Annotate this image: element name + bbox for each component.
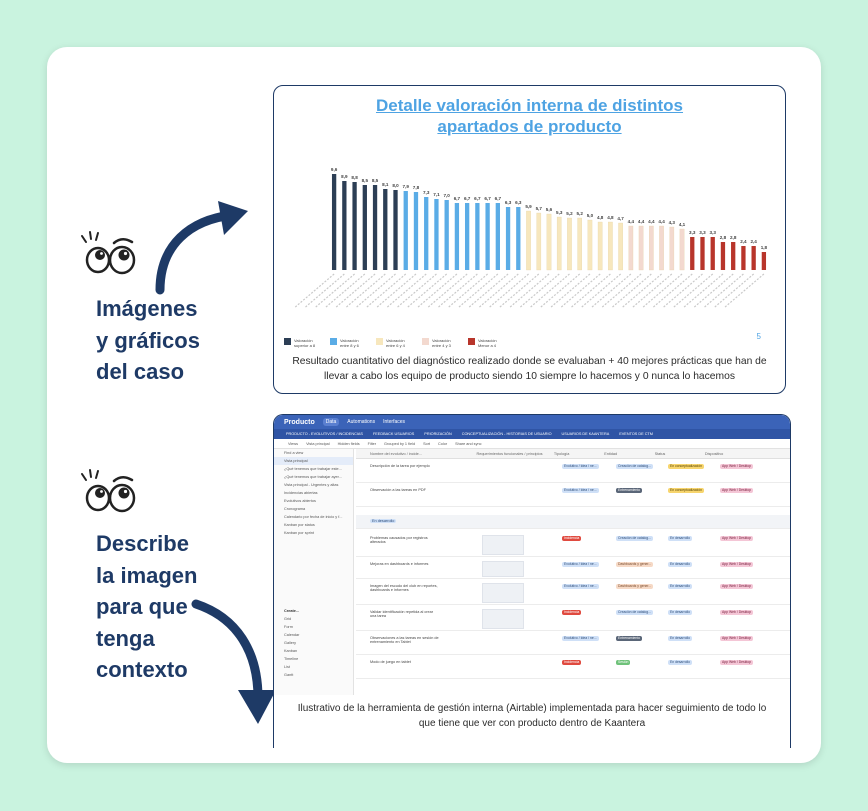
field-tag: App Web / Desktop <box>722 636 752 640</box>
bar <box>700 237 704 270</box>
column-header[interactable]: Status <box>654 451 666 456</box>
legend-label: Valoración Menor a 4 <box>478 338 497 348</box>
sort-button[interactable]: Sort <box>423 441 431 446</box>
category-label-placeholder <box>519 274 559 308</box>
record-name: Imagen del escudo del club en reportes, dashboards e informes <box>370 584 438 592</box>
legend-item <box>422 338 454 348</box>
bar-value-label: 5,9 <box>525 204 532 209</box>
category-label-placeholder <box>601 274 641 308</box>
legend-item <box>284 338 316 348</box>
category-label-placeholder <box>622 274 662 308</box>
bar <box>404 191 408 270</box>
bar <box>567 218 571 270</box>
field-tag: Creación de catalog... <box>618 536 651 540</box>
views-sidebar <box>274 449 354 695</box>
create-view-item[interactable]: Form <box>284 625 293 629</box>
category-label-placeholder <box>335 274 375 308</box>
legend-swatch <box>422 338 429 345</box>
bar-value-label: 6,7 <box>494 196 502 201</box>
category-label-placeholder <box>581 274 621 308</box>
field-tag: Dashboards y gener... <box>618 562 652 566</box>
category-label-placeholder <box>437 274 477 308</box>
category-label-placeholder <box>366 274 406 308</box>
images-label: Imágenes y gráficos del caso <box>96 296 200 384</box>
category-label-placeholder <box>662 274 702 308</box>
bar-value-label: 4,3 <box>668 220 675 225</box>
column-header[interactable]: Dispositivo <box>704 451 724 456</box>
bar-value-label: 6,3 <box>504 200 512 205</box>
field-tag: Evolutivo / Idea / ne... <box>564 464 597 468</box>
tab-automations[interactable]: Automations <box>347 419 376 425</box>
table-tab[interactable]: USUARIOS DE KAANTERA <box>561 432 610 436</box>
record-name: Problemas causados por registros alterados <box>370 536 428 544</box>
field-tag: Dashboards y gener... <box>618 584 652 588</box>
bar <box>659 226 663 270</box>
legend-swatch <box>376 338 383 345</box>
table-tab[interactable]: CONCEPTUALIZACIÓN - HISTORIAS DE USUARIO <box>461 432 552 436</box>
share-button[interactable]: Share and sync <box>455 441 482 446</box>
table-row[interactable] <box>356 559 791 579</box>
bar <box>496 203 500 270</box>
cartoon-eyes-icon <box>78 468 140 514</box>
bar <box>383 189 387 270</box>
field-tag: Evolutivo / Idea / ne... <box>564 636 597 640</box>
bar-value-label: 1,8 <box>760 245 768 250</box>
bar <box>629 226 633 270</box>
bar-value-label: 4,4 <box>627 219 635 224</box>
filter-button[interactable]: Filter <box>367 441 377 446</box>
chart-title: Detalle valoración interna de distintos apartados de producto <box>375 96 684 136</box>
records-grid <box>356 449 791 695</box>
bar <box>711 237 715 270</box>
create-view-item[interactable]: Gantt <box>284 673 294 677</box>
grid-header <box>356 449 791 459</box>
chart-caption: Resultado cuantitativo del diagnóstico realizado donde se evaluaban + 40 mejores prácticas que han de llevar a cabo los equipo de producto siendo 10 siempre lo hacemos y 0 nunca lo hacemos <box>292 356 767 382</box>
category-label-placeholder <box>550 274 590 308</box>
column-header[interactable]: Tipología <box>553 451 570 456</box>
sidebar-view-item[interactable]: Cronograma <box>284 507 306 511</box>
bar <box>731 242 735 270</box>
attachment-thumbnail[interactable] <box>482 535 524 555</box>
bar <box>434 199 438 270</box>
find-view-input[interactable]: Find a view <box>284 451 304 455</box>
column-header[interactable]: Nombre del evolutivo / incide... <box>370 451 422 456</box>
table-tab[interactable]: FEEDBACK USUARIOS <box>372 432 415 436</box>
field-tag: En desarrollo <box>670 536 690 540</box>
bar <box>465 203 469 270</box>
record-name: Descripción de la tarea por ejemplo <box>370 464 430 468</box>
category-label-placeholder <box>294 274 334 308</box>
view-name[interactable]: Vista principal <box>306 441 330 446</box>
bar-value-label: 5,2 <box>576 211 583 216</box>
legend-item <box>330 338 362 348</box>
category-label-placeholder <box>489 274 529 308</box>
bar-value-label: 8,0 <box>392 183 399 188</box>
bar-value-label: 8,9 <box>341 174 348 179</box>
bar-value-label: 7,3 <box>423 190 430 195</box>
bar <box>332 174 336 270</box>
bar <box>588 220 592 270</box>
bar <box>762 252 766 270</box>
record-name: Observación a las tareas en PDF <box>370 488 426 492</box>
bar <box>578 218 582 270</box>
create-view-item[interactable]: Gallery <box>284 641 297 645</box>
category-label-placeholder <box>683 274 723 308</box>
field-tag: En conceptualización <box>670 464 703 468</box>
bar <box>557 217 561 270</box>
views-button[interactable]: Views <box>288 441 299 446</box>
app-logo: Producto <box>284 418 315 426</box>
table-row[interactable] <box>356 461 791 483</box>
bar <box>547 214 551 270</box>
bar-value-label: 6,7 <box>463 196 471 201</box>
category-label-placeholder <box>560 274 600 308</box>
airtable-panel <box>273 414 791 748</box>
create-view-item[interactable]: Grid <box>284 617 292 621</box>
category-label-placeholder <box>591 274 631 308</box>
curved-arrow-down-icon <box>188 598 278 728</box>
bar <box>373 185 377 270</box>
category-label-placeholder <box>570 274 610 308</box>
table-row[interactable] <box>356 533 791 557</box>
legend-item <box>468 338 500 348</box>
group-label: En desarrollo <box>372 519 395 523</box>
legend-swatch <box>468 338 475 345</box>
hidden-fields-button[interactable]: Hidden fields <box>337 441 360 446</box>
chart-legend <box>284 338 500 348</box>
bar <box>639 226 643 270</box>
sidebar-view-item[interactable]: Vista principal - Urgentes y altas <box>284 483 339 487</box>
field-tag: App Web / Desktop <box>722 584 752 588</box>
category-label-placeholder <box>345 274 385 308</box>
category-label-placeholder <box>673 274 713 308</box>
category-label-placeholder <box>468 274 508 308</box>
create-view-item[interactable]: Calendar <box>284 633 300 637</box>
legend-label: Valoración entre 6 y 4 <box>386 338 405 348</box>
bar-value-label: 4,4 <box>658 219 665 224</box>
category-label-placeholder <box>386 274 426 308</box>
bar-value-label: 9,6 <box>330 167 338 172</box>
chart-panel <box>273 85 786 394</box>
bar-value-label: 2,8 <box>729 235 737 240</box>
field-tag: Evolutivo / Idea / ne... <box>564 488 597 492</box>
field-tag: Incidencia <box>564 610 580 614</box>
sidebar-view-item[interactable]: Evolutivos abiertos <box>284 499 316 503</box>
field-tag: App Web / Desktop <box>722 536 752 540</box>
bar-value-label: 8,5 <box>371 178 379 183</box>
legend-swatch <box>330 338 337 345</box>
bar-value-label: 3,3 <box>709 230 716 235</box>
bar <box>649 226 653 270</box>
bar-value-label: 4,8 <box>607 215 614 220</box>
category-label-placeholder <box>652 274 692 308</box>
field-tag: Incidencia <box>564 660 580 664</box>
bar <box>414 192 418 270</box>
field-tag: Sesión <box>618 660 629 664</box>
table-tab[interactable]: PRODUCTO - EVOLUTIVOS / INCIDENCIAS <box>286 432 363 436</box>
bar-value-label: 2,4 <box>750 239 757 244</box>
legend-label: Valoración superior a 8 <box>294 338 316 348</box>
field-tag: En desarrollo <box>670 660 690 664</box>
bar-value-label: 5,0 <box>586 213 594 218</box>
app-header <box>274 415 791 429</box>
sidebar-view-item[interactable]: Incidencias abiertas <box>284 491 318 495</box>
category-label-placeholder <box>458 274 498 308</box>
table-row[interactable] <box>356 581 791 605</box>
bar-value-label: 6,3 <box>515 200 522 205</box>
field-tag: App Web / Desktop <box>722 464 752 468</box>
bar <box>516 207 520 270</box>
curved-arrow-right-icon <box>150 195 250 295</box>
sidebar-view-item[interactable]: Kanban por sprint <box>284 531 314 535</box>
sidebar-view-item[interactable]: ¿Qué tenemos que trabajar este... <box>284 467 342 471</box>
category-label-placeholder <box>714 274 754 308</box>
create-view-item[interactable]: Timeline <box>284 657 299 661</box>
legend-label: Valoración entre 4 y 3 <box>432 338 451 348</box>
bar-value-label: 7,9 <box>402 184 409 189</box>
bar <box>506 207 510 270</box>
bar-value-label: 5,3 <box>556 210 563 215</box>
bar-value-label: 4,4 <box>637 219 645 224</box>
table-row[interactable] <box>356 607 791 631</box>
airtable-caption: Ilustrativo de la herramienta de gestión interna (Airtable) implementada para hacer seguimiento de todo lo que tiene que ver con producto dentro de Kaantera <box>297 703 767 729</box>
category-label-placeholder <box>724 274 764 308</box>
create-view-item[interactable]: List <box>284 665 290 669</box>
category-label-placeholder <box>529 274 569 308</box>
legend-label: Valoración entre 8 y 6 <box>340 338 359 348</box>
bar-value-label: 7,8 <box>412 185 420 190</box>
sidebar-view-item[interactable]: Vista principal <box>274 457 353 465</box>
group-header[interactable] <box>356 515 791 529</box>
sidebar-view-item[interactable]: Calendario por fecha de inicio y f... <box>284 515 343 519</box>
legend-item <box>376 338 408 348</box>
category-label-placeholder <box>356 274 396 308</box>
bar-value-label: 6,7 <box>474 196 481 201</box>
table-tabs <box>274 429 791 439</box>
record-name: Validar identificación repetida al crear una tarea <box>370 610 434 618</box>
category-label-placeholder <box>407 274 447 308</box>
table-row[interactable] <box>356 485 791 507</box>
bar-value-label: 4,1 <box>678 222 686 227</box>
bar <box>618 223 622 270</box>
sidebar-view-item[interactable]: Kanban por status <box>284 523 315 527</box>
category-label-placeholder <box>632 274 672 308</box>
bar <box>680 229 684 270</box>
bar-value-label: 7,1 <box>433 192 440 197</box>
field-tag: App Web / Desktop <box>722 562 752 566</box>
field-tag: Creación de catalog... <box>618 464 651 468</box>
category-label-placeholder <box>325 274 365 308</box>
bar-value-label: 6,7 <box>453 196 461 201</box>
bar-value-label: 2,8 <box>719 235 727 240</box>
describe-label: Describe la imagen para que tenga contexto <box>96 531 198 682</box>
field-tag: En desarrollo <box>670 584 690 588</box>
bar <box>598 222 602 270</box>
attachment-thumbnail[interactable] <box>482 609 524 629</box>
bar <box>475 203 479 270</box>
sidebar-spacer <box>274 537 353 607</box>
legend-swatch <box>284 338 291 345</box>
create-view-heading: Create... <box>284 609 299 613</box>
category-label-placeholder <box>396 274 436 308</box>
field-tag: Creación de catalog... <box>618 610 651 614</box>
category-label-placeholder <box>693 274 733 308</box>
field-tag: Incidencia <box>564 536 580 540</box>
bar-value-label: 8,1 <box>382 182 389 187</box>
bar-value-label: 4,4 <box>648 219 655 224</box>
field-tag: Evolutivo / Idea / ne... <box>564 562 597 566</box>
bar <box>670 227 674 270</box>
category-label-placeholder <box>427 274 467 308</box>
field-tag: App Web / Desktop <box>722 660 752 664</box>
tab-data[interactable]: Data <box>323 418 340 426</box>
bar-value-label: 8,5 <box>361 178 369 183</box>
field-tag: App Web / Desktop <box>722 488 752 492</box>
category-label-placeholder <box>478 274 518 308</box>
field-tag: Evolutivo / Idea / ne... <box>564 584 597 588</box>
field-tag: En desarrollo <box>670 636 690 640</box>
bar <box>485 203 489 270</box>
category-label-placeholder <box>703 274 743 308</box>
bar <box>445 200 449 270</box>
table-tab[interactable]: EVENTOS DE CTM <box>619 432 653 436</box>
bar <box>363 185 367 270</box>
bar <box>690 237 694 270</box>
column-header[interactable]: Requerimientos funcionales / principios <box>476 451 543 456</box>
bar <box>537 213 541 270</box>
field-tag: App Web / Desktop <box>722 610 752 614</box>
page-number: 5 <box>756 332 761 341</box>
category-label-placeholder <box>448 274 488 308</box>
column-header[interactable]: Entidad <box>604 451 618 456</box>
table-row[interactable] <box>356 633 791 655</box>
record-name: Mejoras en dashboards e informes <box>370 562 429 566</box>
category-label-placeholder <box>509 274 549 308</box>
bar-value-label: 5,6 <box>545 207 553 212</box>
bar <box>342 181 346 270</box>
bar <box>721 242 725 270</box>
bar-value-label: 5,7 <box>535 206 542 211</box>
bar-value-label: 3,3 <box>699 230 706 235</box>
sidebar-view-item[interactable]: ¿Qué tenemos que trabajar ayer... <box>284 475 342 479</box>
category-label-placeholder <box>499 274 539 308</box>
category-label-placeholder <box>611 274 651 308</box>
bar-value-label: 8,8 <box>351 175 358 180</box>
bar-value-label: 2,4 <box>740 239 747 244</box>
field-tag: En conceptualización <box>670 488 703 492</box>
create-view-item[interactable]: Kanban <box>284 649 298 653</box>
table-tab[interactable]: PRIORIZACIÓN <box>424 432 452 436</box>
record-name: Modo de juego en tablet <box>370 660 411 664</box>
bar <box>352 182 356 270</box>
view-toolbar <box>274 439 791 449</box>
color-button[interactable]: Color <box>438 441 448 446</box>
tab-interfaces[interactable]: Interfaces <box>383 419 406 425</box>
category-label-placeholder <box>315 274 355 308</box>
bar <box>752 246 756 270</box>
bar-value-label: 6,7 <box>484 196 491 201</box>
group-button[interactable]: Grouped by 1 field <box>384 441 416 446</box>
record-name: Observaciones a las tareas en sesión de entrenamiento en Tablet <box>370 636 439 644</box>
bar-value-label: 4,8 <box>596 215 604 220</box>
category-label-placeholder <box>642 274 682 308</box>
bar <box>393 190 397 270</box>
category-label-placeholder <box>304 274 344 308</box>
field-tag: En desarrollo <box>670 562 690 566</box>
bar <box>526 211 530 270</box>
airtable-screenshot <box>274 415 791 695</box>
category-label-placeholder <box>376 274 416 308</box>
bar-value-label: 4,7 <box>617 216 624 221</box>
cartoon-eyes-icon <box>78 230 140 276</box>
field-tag: En desarrollo <box>670 610 690 614</box>
category-label-placeholder <box>417 274 457 308</box>
table-row[interactable] <box>356 657 791 679</box>
field-tag: Entrenamiento <box>618 636 641 640</box>
bar-value-label: 3,3 <box>689 230 696 235</box>
bar-value-label: 7,0 <box>443 193 450 198</box>
bar <box>741 246 745 270</box>
bar-value-label: 5,2 <box>566 211 573 216</box>
field-tag: Entrenamiento <box>618 488 641 492</box>
attachment-thumbnail[interactable] <box>482 561 524 577</box>
attachment-thumbnail[interactable] <box>482 583 524 603</box>
category-label-placeholder <box>540 274 580 308</box>
bar <box>424 197 428 270</box>
bar <box>455 203 459 270</box>
bar <box>608 222 612 270</box>
